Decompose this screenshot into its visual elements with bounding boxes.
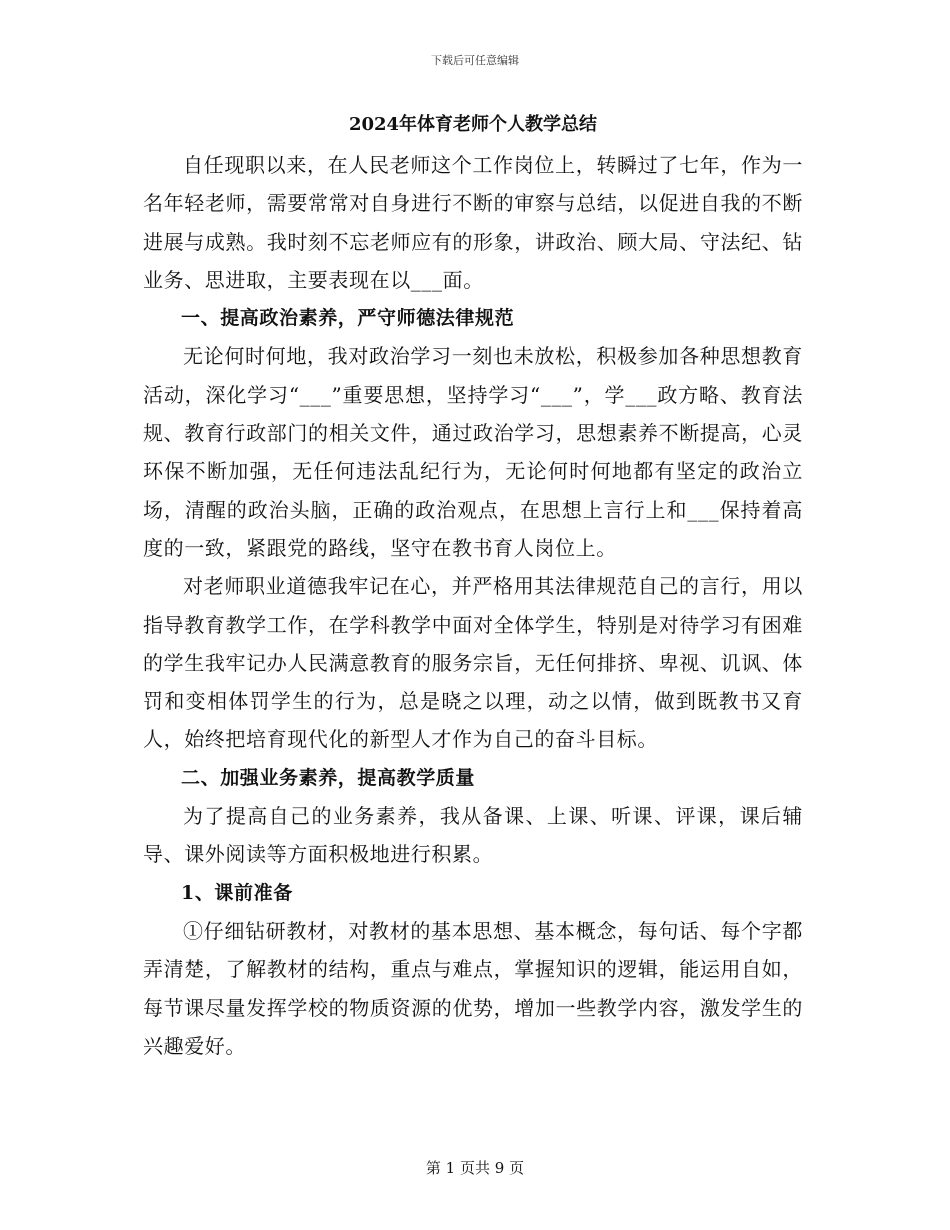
document-body xyxy=(143,112,803,1065)
paragraph-politics: 无论何时何地，我对政治学习一刻也未放松，积极参加各种思想教育活动，深化学习“___”重要思想，坚持学习“___”，学___政方略、教育法规、教育行政部门的相关文件，通过政治学习，思想素养不断提高，心灵环保不断加强，无任何违法乱纪行为，无论何时何地都有坚定的政治立场，清醒的政治头脑，正确的政治观点，在思想上言行上和___保持着高度的一致，紧跟党的路线，坚守在教书育人岗位上。 xyxy=(143,344,803,560)
header-note: 下载后可任意编辑 xyxy=(431,54,519,67)
document-title: 2024年体育老师个人教学总结 xyxy=(348,114,598,135)
paragraph-ethics: 对老师职业道德我牢记在心，并严格用其法律规范自己的言行，用以指导教育教学工作，在学科教学中面对全体学生，特别是对待学习有困难的学生我牢记办人民满意教育的服务宗旨，无任何排挤、卑视、讥讽、体罚和变相体罚学生的行为，总是晓之以理，动之以情，做到既教书又育人，始终把培育现代化的新型人才作为自己的奋斗目标。 xyxy=(143,574,803,752)
page-number: 第 1 页共 9 页 xyxy=(425,1159,525,1177)
subsection-heading-1: 1、课前准备 xyxy=(181,881,293,904)
paragraph-intro: 自任现职以来，在人民老师这个工作岗位上，转瞬过了七年，作为一名年轻老师，需要常常对自身进行不断的审察与总结，以促进自我的不断进展与成熟。我时刻不忘老师应有的形象，讲政治、顾大局、守法纪、钻业务、思进取，主要表现在以___面。 xyxy=(143,153,803,292)
section-heading-1: 一、提高政治素养，严守师德法律规范 xyxy=(181,307,515,330)
paragraph-preparation: ①仔细钻研教材，对教材的基本思想、基本概念，每句话、每个字都弄清楚，了解教材的结构，重点与难点，掌握知识的逻辑，能运用自如，每节课尽量发挥学校的物质资源的优势，增加一些教学内容，激发学生的兴趣爱好。 xyxy=(143,918,803,1058)
paragraph-business: 为了提高自己的业务素养，我从备课、上课、听课、评课，课后辅导、课外阅读等方面积极地进行积累。 xyxy=(143,804,803,867)
section-heading-2: 二、加强业务素养，提高教学质量 xyxy=(181,766,476,789)
